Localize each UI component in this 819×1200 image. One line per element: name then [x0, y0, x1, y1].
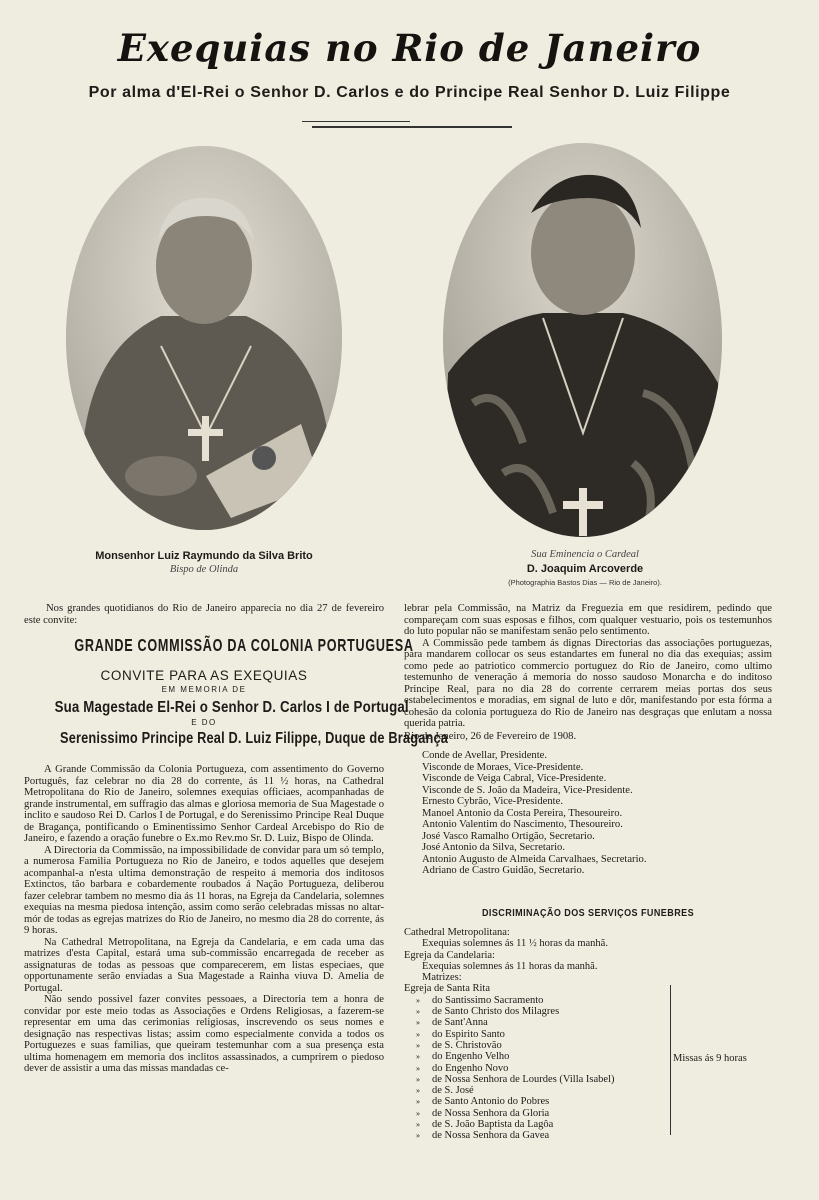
signatories-list [404, 750, 772, 877]
ornament-rule-bottom [312, 126, 512, 128]
church-name: de S. José [432, 1085, 474, 1097]
signatory: Manoel Antonio da Costa Pereira, Thesoureiro. [422, 807, 623, 819]
brace-label: Missas ás 9 horas [673, 1053, 747, 1064]
cathedral-label: Cathedral Metropolitana: [404, 927, 510, 938]
church-name: de Nossa Senhora da Gavea [432, 1130, 550, 1142]
church-item [404, 1085, 666, 1096]
signatory: Visconde de Veiga Cabral, Vice-Presidente. [422, 773, 607, 784]
intro-paragraph: Nos grandes quotidianos do Rio de Janeiro apparecia no dia 27 de fevereiro este convite: [24, 603, 384, 626]
services-heading: DISCRIMINAÇÃO DOS SERVIÇOS FUNEBRES [481, 908, 695, 919]
church-item [404, 1063, 666, 1074]
church-item [404, 995, 666, 1006]
church-item [404, 1029, 666, 1040]
candelaria-label: Egreja da Candelaria: [404, 949, 495, 961]
caption-right [400, 548, 770, 590]
bishop-photo-illustration [66, 146, 342, 530]
church-name: de S. João Baptista da Lagôa [432, 1119, 554, 1131]
right-paragraph-2: A Commissão pede tambem ás dignas Directorias das associações portuguezas, para mandarem collocar os seus estandartes em funeral no dia das exequias; assim como pede ao patriotico commercio portuguez do Rio de Janeiro, como ultimo testemunho de veneração á memoria do nosso saudoso Monarcha e do inditoso Principe Real, para no dia 28 do corrente cerrarem meias portas dos seus estabelecimentos e moradias, em signal de luto e dôr, manifestando por esta fórma a cohesão da colonia portugueza do Rio de Janeiro nas desgraças que enlutam a nossa querida patria. [404, 637, 772, 729]
serenissimo-heading: Serenissimo Principe Real D. Luiz Filippe, Duque de Bragança [60, 729, 449, 747]
caption-right-role: Sua Eminencia o Cardeal [531, 549, 639, 560]
church-rows [404, 995, 666, 1142]
services-list [404, 927, 666, 1142]
signatory: José Antonio da Silva, Secretario. [422, 842, 565, 853]
ditto-mark: » [416, 1029, 420, 1039]
ditto-mark: » [416, 1097, 420, 1107]
candelaria-detail: Exequias solemnes ás 11 horas da manhã. [422, 960, 598, 972]
church-item [404, 1051, 666, 1062]
church-item [404, 1119, 666, 1130]
em-memoria-label: EM MEMORIA DE [161, 685, 247, 694]
church-name: de S. Christovão [432, 1039, 502, 1051]
signatory: Visconde de Moraes, Vice-Presidente. [422, 761, 584, 773]
signatory: Visconde de S. João da Madeira, Vice-Presidente. [422, 784, 633, 796]
church-item [404, 983, 666, 994]
church-item [404, 1130, 666, 1141]
church-name: do Santissimo Sacramento [432, 994, 544, 1006]
ditto-mark: » [416, 1108, 420, 1118]
church-item [404, 1040, 666, 1051]
ornament-rule-top [302, 121, 410, 122]
portrait-cardinal-arcoverde [443, 143, 722, 537]
portrait-bishop-olinda [66, 146, 342, 530]
church-item [404, 1006, 666, 1017]
church-name: de Santo Antonio do Pobres [432, 1096, 550, 1108]
caption-right-name: D. Joaquim Arcoverde [526, 563, 644, 575]
church-name: Egreja de Santa Rita [404, 983, 491, 995]
ditto-mark: » [416, 1120, 420, 1130]
ditto-mark: » [416, 1063, 420, 1073]
magestade-heading: Sua Magestade El-Rei o Senhor D. Carlos I de Portugal [54, 698, 409, 716]
ditto-mark: » [416, 1040, 420, 1050]
signatory: José Vasco Ramalho Ortigão, Secretario. [422, 830, 595, 842]
body-paragraph-4: Não sendo possivel fazer convites pessoaes, a Directoria tem a honra de convidar por este meio todas as Associações e Ordens Religiosas, a fazerem-se representar em uma das cerimonias religiosas, inscrevendo os seus nomes e designação nas respectivas listas; assim como especialmente convida a todos os Portuguezes e suas familias, que queiram testemunhar com a sua presença esta ultima homenagem em memoria dos inclitos assassinados, a cumprirem o piedoso dever de assistir a uma das missas mandadas ce- [24, 994, 384, 1074]
right-column [404, 603, 772, 877]
ditto-mark: » [416, 995, 420, 1005]
commission-heading: GRANDE COMMISSÃO DA COLONIA PORTUGUESA [74, 635, 414, 655]
ditto-mark: » [416, 1131, 420, 1141]
church-name: de Nossa Senhora da Gloria [432, 1107, 550, 1119]
church-item [404, 1074, 666, 1085]
convite-heading: CONVITE PARA AS EXEQUIAS [100, 667, 308, 683]
ditto-mark: » [416, 1007, 420, 1017]
ditto-mark: » [416, 1086, 420, 1096]
photo-credit: (Photographia Bastos Dias — Rio de Janeiro). [508, 578, 662, 587]
ditto-mark: » [416, 1052, 420, 1062]
body-paragraph-2: A Directoria da Commissão, na impossibilidade de convidar para um só templo, a numerosa Familia Portugueza no Rio de Janeiro, e todos aquelles que desejem acompanhal-a n'esta ultima demonstração de respeito á memoria dos inditosos Extinctos, tão barbara e cobardemente roubados á Nação Portugueza, deliberou fazer celebrar tambem no mesmo dia ás 11 horas, na Egreja da Candelaria, solemnes exequias na mesma piedosa intenção, assim como serão celebradas missas no altar-mór de todas as egrejas matrizes do Rio de Janeiro, no mesmo dia 28 do corrente, ás 9 horas. [24, 844, 384, 936]
signatory: Antonio Augusto de Almeida Carvalhaes, Secretario. [422, 853, 647, 865]
signatory: Conde de Avellar, Presidente. [422, 750, 547, 761]
signatory: Antonio Valentim do Nascimento, Thesoureiro. [422, 819, 623, 830]
church-item [404, 1096, 666, 1107]
cathedral-detail: Exequias solemnes ás 11 ½ horas da manhã. [422, 938, 608, 950]
body-paragraph-1: A Grande Commissão da Colonia Portugueza, com assentimento do Governo Português, faz celebrar no dia 28 do corrente, ás 11 ½ horas, na Cathedral Metropolitana do Rio de Janeiro, solemnes exequias officiaes, acompanhadas de grande instrumental, em suffragio das almas e gloriosa memoria de Sua Magestade o inclito e saudoso Rei D. Carlos I de Portugal, e do Serenissimo Principe Real Duque de Bragança, pontificando o Eminentissimo Senhor Cardeal Arcebispo do Rio de Janeiro, e fazendo a oração funebre o Ex.mo Rev.mo Sr. D. Luiz, Bispo de Olinda. [24, 764, 384, 844]
services-brace [665, 985, 671, 1135]
church-name: do Engenho Novo [432, 1062, 509, 1074]
page-subtitle: Por alma d'El-Rei o Senhor D. Carlos e do Principe Real Senhor D. Luiz Filippe [88, 84, 731, 101]
church-item [404, 1017, 666, 1028]
caption-left [66, 549, 342, 577]
body-paragraph-3: Na Cathedral Metropolitana, na Egreja da Candelaria, e em cada uma das matrizes d'esta Capital, estará uma sub-commissão encarregada de receber as assignaturas de todas as pessoas que comparecerem, em listas especiaes, que opportunamente serão enviadas a Sua Magestade a Rainha viuva D. Amelia de Portugal. [24, 936, 384, 994]
right-paragraph-1: lebrar pela Commissão, na Matriz da Freguezia em que residirem, pedindo que compareçam com suas esposas e filhos, com qualquer vestuario, pois os testemunhos do luto popular não se manifestam senão pelo sentimento. [404, 603, 772, 637]
ditto-mark: » [416, 1074, 420, 1084]
church-name: de Nossa Senhora de Lourdes (Villa Isabel) [432, 1073, 615, 1085]
church-name: do Espirito Santo [432, 1028, 505, 1040]
date-line: Rio de Janeiro, 26 de Fevereiro de 1908. [404, 730, 577, 742]
page-title: Exequias no Rio de Janeiro [117, 26, 702, 70]
e-do-label: E DO [191, 718, 217, 727]
church-item [404, 1108, 666, 1119]
caption-left-name: Monsenhor Luiz Raymundo da Silva Brito [95, 550, 313, 562]
church-name: do Engenho Velho [432, 1051, 510, 1063]
cardinal-photo-illustration [443, 143, 722, 537]
signatory: Adriano de Castro Guidão, Secretario. [422, 865, 585, 876]
signatory: Ernesto Cybrão, Vice-Presidente. [422, 796, 563, 807]
church-name: de Santo Christo dos Milagres [432, 1006, 560, 1018]
matrizes-label: Matrizes: [422, 972, 462, 984]
caption-left-role: Bispo de Olinda [169, 564, 239, 575]
ditto-mark: » [416, 1018, 420, 1028]
church-name: de Sant'Anna [432, 1017, 488, 1029]
